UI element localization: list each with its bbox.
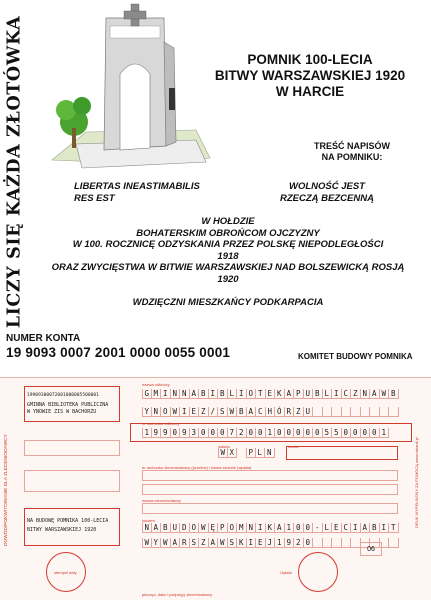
char-cell	[351, 407, 361, 417]
char-cell: N	[142, 523, 152, 533]
recipient-line-1[interactable]	[142, 389, 399, 399]
stub-purpose-1: NA BUDOWĘ POMNIKA 100-LECIA	[27, 518, 109, 524]
char-cell: W	[218, 538, 228, 548]
char-cell: A	[370, 389, 380, 399]
account-field-label: nr rachunku odbiorcy	[142, 421, 180, 426]
char-cell: N	[180, 389, 190, 399]
char-cell: 9	[152, 428, 162, 438]
char-cell: C	[256, 407, 266, 417]
char-cell: 0	[247, 428, 257, 438]
char-cell	[389, 538, 399, 548]
char-cell: 0	[285, 428, 295, 438]
char-cell: G	[142, 389, 152, 399]
char-cell: K	[275, 389, 285, 399]
char-cell: 9	[285, 538, 295, 548]
char-cell: N	[265, 448, 275, 458]
char-cell: P	[218, 523, 228, 533]
char-cell: 0	[361, 428, 371, 438]
stub-stamp-label: stempel daty	[54, 570, 77, 575]
page-title: POMNIK 100-LECIA BITWY WARSZAWSKIEJ 1920 W HARCIE	[214, 52, 406, 99]
payer-account-label: nr rachunku zleceniodawcy (przelew) / kwota słownie (wpłata)	[142, 465, 252, 470]
char-cell: U	[171, 523, 181, 533]
thanks-line: WDZIĘCZNI MIESZKAŃCY PODKARPACIA	[132, 297, 324, 308]
amount-field[interactable]	[286, 446, 398, 460]
char-cell: Z	[199, 407, 209, 417]
char-cell: 0	[294, 428, 304, 438]
char-cell: T	[389, 523, 399, 533]
char-cell: J	[266, 538, 276, 548]
char-cell: B	[370, 523, 380, 533]
char-cell: U	[304, 389, 314, 399]
char-cell: O	[228, 523, 238, 533]
char-cell: O	[161, 407, 171, 417]
char-cell: E	[266, 389, 276, 399]
char-cell: 0	[304, 538, 314, 548]
char-cell: L	[256, 448, 266, 458]
stub-payer-box	[24, 470, 120, 492]
char-cell: S	[218, 407, 228, 417]
char-cell: R	[285, 407, 295, 417]
polish-inscription: WOLNOŚĆ JEST RZECZĄ BEZCENNĄ	[280, 181, 374, 204]
char-cell: L	[228, 389, 238, 399]
char-cell: Y	[142, 407, 152, 417]
char-cell: I	[332, 389, 342, 399]
stub-account: 19909300072001000005500001	[27, 393, 99, 398]
char-cell: Z	[294, 407, 304, 417]
char-cell: E	[190, 407, 200, 417]
currency-label: waluta	[218, 444, 230, 449]
stub-purpose-2: BITWY WARSZAWSKIEJ 1920	[27, 527, 97, 533]
currency-code-cells	[218, 448, 237, 458]
char-cell: L	[323, 523, 333, 533]
char-cell: L	[323, 389, 333, 399]
char-cell: 9	[180, 428, 190, 438]
char-cell: 1	[266, 428, 276, 438]
char-cell: U	[304, 407, 314, 417]
char-cell: 0	[304, 523, 314, 533]
char-cell: 0	[171, 428, 181, 438]
char-cell: Ę	[209, 523, 219, 533]
char-cell	[323, 538, 333, 548]
account-label: NUMER KONTA	[6, 333, 81, 344]
char-cell: I	[247, 538, 257, 548]
char-cell: 5	[323, 428, 333, 438]
char-cell: O	[190, 523, 200, 533]
stub-vertical-title: DOWÓD/POKWITOWANIE DLA ZLECENIODAWCY	[4, 434, 9, 546]
char-cell: M	[152, 389, 162, 399]
char-cell: B	[237, 407, 247, 417]
char-cell	[313, 538, 323, 548]
char-cell: X	[228, 448, 238, 458]
title-label: tytułem	[142, 518, 155, 523]
char-cell: I	[237, 389, 247, 399]
char-cell: A	[361, 523, 371, 533]
char-cell: B	[161, 523, 171, 533]
committee-name: KOMITET BUDOWY POMNIKA	[298, 352, 413, 361]
char-cell: I	[380, 523, 390, 533]
char-cell	[332, 407, 342, 417]
char-cell	[342, 538, 352, 548]
char-cell: /	[209, 407, 219, 417]
main-stamp-circle	[298, 552, 338, 592]
char-cell: P	[246, 448, 256, 458]
char-cell: N	[247, 523, 257, 533]
char-cell: 2	[237, 428, 247, 438]
signature-label: pieczęć, data i podpis(y) zleceniodawcy	[142, 592, 213, 597]
account-number: 19 9093 0007 2001 0000 0055 0001	[6, 345, 231, 360]
char-cell: W	[218, 448, 228, 458]
char-cell: 5	[332, 428, 342, 438]
char-cell: -	[313, 523, 323, 533]
stub-recipient-2: W YNOWIE ZIS W BACHORZU	[27, 409, 97, 415]
recipient-line-2[interactable]	[142, 407, 399, 417]
char-cell: W	[142, 538, 152, 548]
char-cell: C	[342, 523, 352, 533]
fee-label: Opłata	[280, 570, 292, 575]
inscriptions-label: TREŚĆ NAPISÓW NA POMNIKU:	[313, 141, 390, 162]
char-cell: 0	[342, 428, 352, 438]
char-cell: W	[161, 538, 171, 548]
side-slogan: LICZY SIĘ KAŻDA ZŁOTÓWKA	[4, 15, 25, 329]
char-cell: A	[285, 389, 295, 399]
char-cell	[332, 538, 342, 548]
char-cell	[313, 407, 323, 417]
char-cell: 0	[294, 523, 304, 533]
char-cell: 1	[142, 428, 152, 438]
char-cell: A	[171, 538, 181, 548]
char-cell: 0	[218, 428, 228, 438]
char-cell: 0	[313, 428, 323, 438]
char-cell: E	[332, 523, 342, 533]
char-cell	[380, 407, 390, 417]
char-cell: W	[380, 389, 390, 399]
dedication-text: W HOŁDZIE BOHATERSKIM OBROŃCOM OJCZYZNY W 100. ROCZNICĘ ODZYSKANIA PRZEZ POLSKĘ NIEPODLEGŁOŚCI 1918 ORAZ ZWYCIĘSTWA W BITWIE WARSZAWSKIEJ NAD BOLSZEWICKĄ ROSJĄ 1920 WDZIĘCZNI MIESZKAŃCY PODKARPACIA	[28, 216, 428, 309]
stub-amount-box	[24, 440, 120, 456]
char-cell: N	[171, 389, 181, 399]
char-cell: 0	[304, 428, 314, 438]
currency-field[interactable]	[246, 448, 275, 458]
char-cell: N	[361, 389, 371, 399]
transfer-form	[0, 377, 431, 600]
char-cell: I	[209, 389, 219, 399]
char-cell	[370, 407, 380, 417]
char-cell: 2	[294, 538, 304, 548]
amount-label: kwota	[288, 444, 299, 449]
char-cell: B	[313, 389, 323, 399]
char-cell: S	[190, 538, 200, 548]
monument-illustration	[46, 2, 214, 180]
char-cell: I	[180, 407, 190, 417]
char-cell	[361, 407, 371, 417]
char-cell: Z	[199, 538, 209, 548]
char-cell: A	[247, 407, 257, 417]
char-cell: R	[180, 538, 190, 548]
char-cell: B	[199, 389, 209, 399]
char-cell: Ó	[275, 407, 285, 417]
char-cell	[342, 407, 352, 417]
char-cell: D	[180, 523, 190, 533]
title-line-1[interactable]	[142, 523, 399, 533]
char-cell: N	[152, 407, 162, 417]
char-cell: 0	[199, 428, 209, 438]
payer-account-field[interactable]	[142, 470, 398, 481]
char-cell: W	[228, 407, 238, 417]
char-cell: K	[266, 523, 276, 533]
char-cell: B	[389, 389, 399, 399]
char-cell: 0	[351, 428, 361, 438]
char-cell: 1	[380, 428, 390, 438]
char-cell: A	[190, 389, 200, 399]
char-cell: I	[161, 389, 171, 399]
char-cell: Z	[351, 389, 361, 399]
char-cell: 0	[209, 428, 219, 438]
char-cell: 0	[370, 428, 380, 438]
char-cell: M	[237, 523, 247, 533]
char-cell: 9	[161, 428, 171, 438]
char-cell: S	[228, 538, 238, 548]
char-cell: 1	[275, 538, 285, 548]
form-code: 06	[360, 542, 382, 556]
char-cell: 0	[256, 428, 266, 438]
payer-account-field-2[interactable]	[142, 484, 398, 495]
char-cell: E	[256, 538, 266, 548]
char-cell	[389, 407, 399, 417]
char-cell: A	[152, 523, 162, 533]
char-cell: C	[342, 389, 352, 399]
payer-name-field[interactable]	[142, 503, 398, 514]
char-cell: A	[275, 523, 285, 533]
latin-inscription: LIBERTAS INEASTIMABILIS RES EST	[74, 181, 200, 204]
char-cell: Y	[152, 538, 162, 548]
side-print: DRUK WYPEŁNIONY ZA POMOCĄ www.mbank.pl	[414, 437, 419, 528]
char-cell: A	[209, 538, 219, 548]
char-cell: 7	[228, 428, 238, 438]
char-cell: 3	[190, 428, 200, 438]
char-cell: 0	[275, 428, 285, 438]
char-cell: 1	[285, 523, 295, 533]
char-cell: P	[294, 389, 304, 399]
char-cell: T	[256, 389, 266, 399]
char-cell: I	[256, 523, 266, 533]
char-cell: W	[199, 523, 209, 533]
char-cell	[323, 407, 333, 417]
char-cell: O	[247, 389, 257, 399]
char-cell: B	[218, 389, 228, 399]
recipient-label: nazwa odbiorcy	[142, 382, 170, 387]
payer-name-label: nazwa zleceniodawcy	[142, 498, 181, 503]
char-cell: I	[351, 523, 361, 533]
char-cell: W	[171, 407, 181, 417]
char-cell: H	[266, 407, 276, 417]
char-cell: K	[237, 538, 247, 548]
stub-recipient-1: GMINNA BIBLIOTEKA PUBLICZNA	[27, 402, 109, 408]
account-field[interactable]	[142, 428, 389, 438]
